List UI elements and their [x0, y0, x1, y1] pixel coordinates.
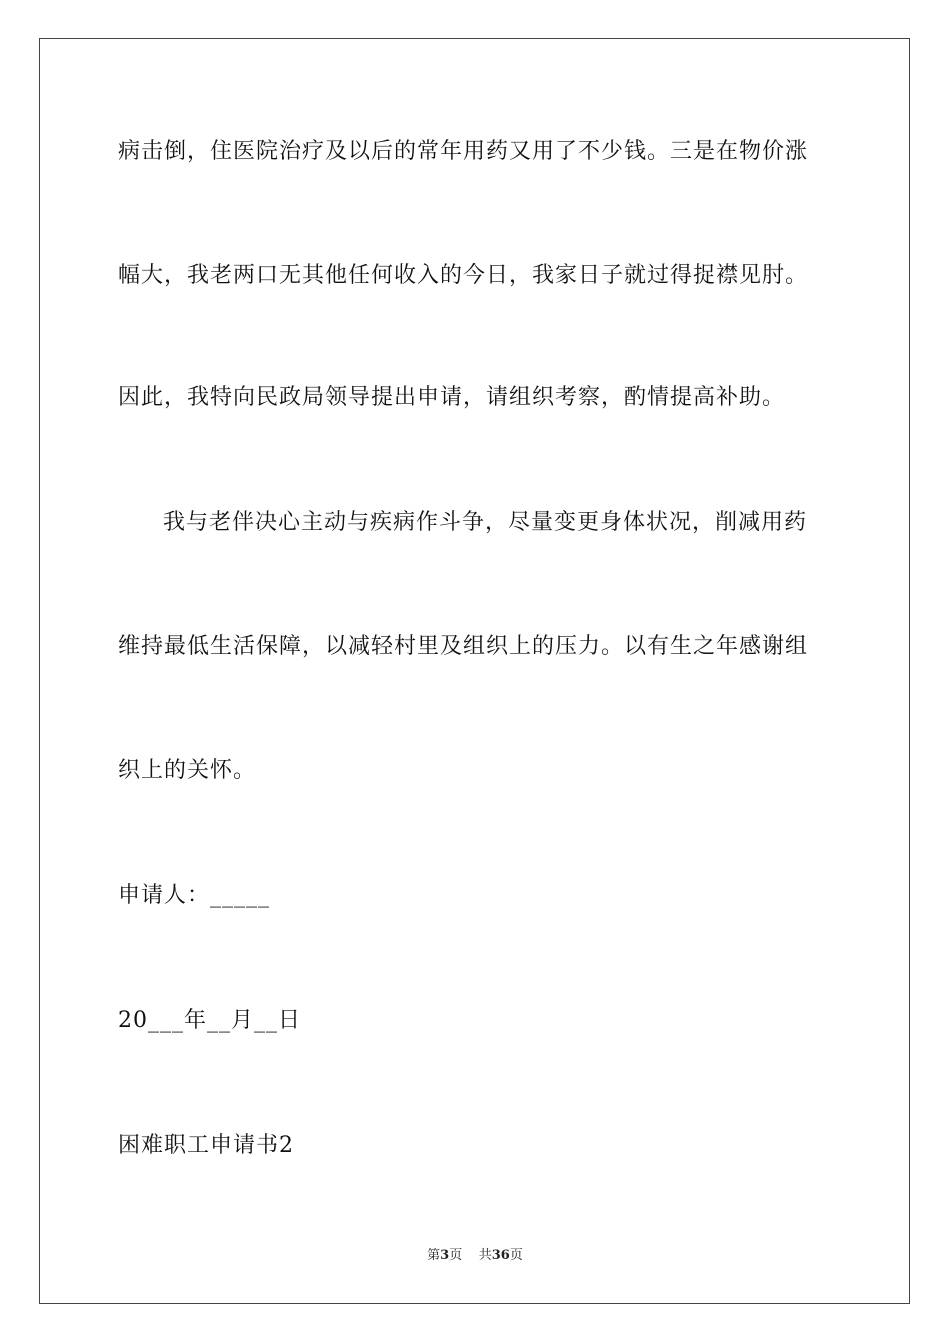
total-prefix: 共 [478, 1248, 492, 1263]
page-current: 3 [440, 1248, 450, 1263]
date-line: 20___年__月__日 [118, 1008, 301, 1033]
body-line-3: 因此，我特向民政局领导提出申请，请组织考察，酌情提高补助。 [118, 385, 786, 410]
body-line-6: 织上的关怀。 [118, 758, 257, 783]
page-total: 36 [491, 1248, 510, 1263]
page-suffix: 页 [449, 1248, 463, 1263]
body-line-4: 我与老伴决心主动与疾病作斗争，尽量变更身体状况，削减用药 [163, 510, 808, 535]
next-section-title: 困难职工申请书2 [118, 1133, 294, 1158]
page-border [39, 38, 910, 1304]
applicant-line: 申请人：_____ [118, 883, 271, 908]
body-line-2: 幅大，我老两口无其他任何收入的今日，我家日子就过得捉襟见肘。 [118, 263, 809, 288]
page-prefix: 第 [427, 1248, 441, 1263]
page-footer [0, 1248, 950, 1264]
body-line-5: 维持最低生活保障，以减轻村里及组织上的压力。以有生之年感谢组 [118, 634, 809, 659]
body-line-1: 病击倒，住医院治疗及以后的常年用药又用了不少钱。三是在物价涨 [118, 139, 809, 164]
total-suffix: 页 [509, 1248, 523, 1263]
